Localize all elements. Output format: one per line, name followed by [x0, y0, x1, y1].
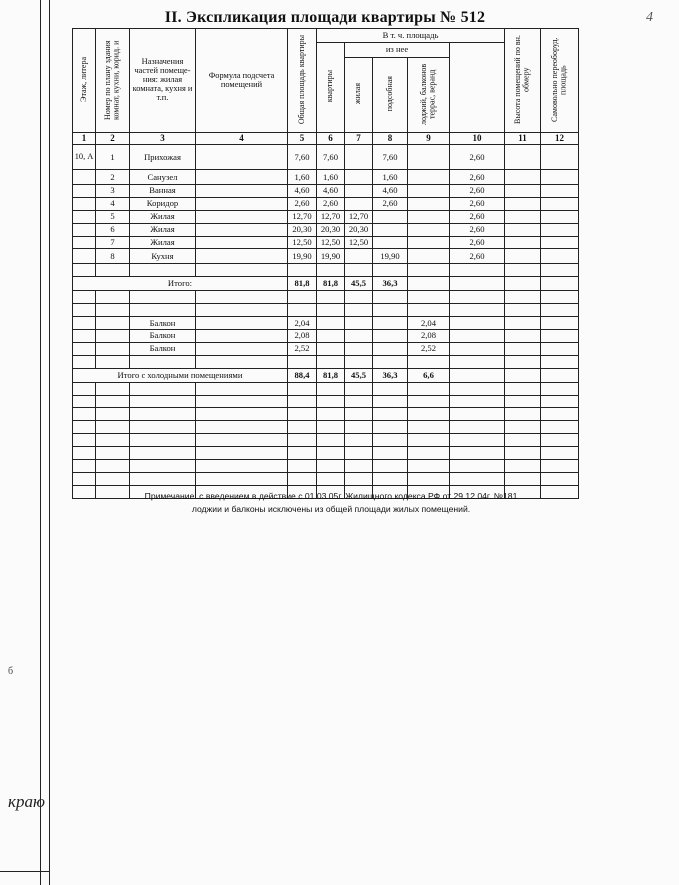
table-row-empty: [73, 395, 579, 408]
table-row: 8 Кухня 19,90 19,90 19,90 2,60: [73, 249, 579, 264]
table-row: 10, А 1 Прихожая 7,60 7,60 7,60 2,60: [73, 145, 579, 170]
balcony-row: Балкон 2,52 2,52: [73, 342, 579, 355]
header-living: жилая: [345, 58, 373, 133]
table-row-empty: [73, 460, 579, 473]
table-row-empty: [73, 355, 579, 368]
corner-mark: 4: [646, 10, 653, 25]
table-row-empty: [73, 382, 579, 395]
page-title: II. Экспликация площади квартиры № 512: [164, 9, 486, 26]
balcony-row: Балкон 2,08 2,08: [73, 330, 579, 343]
table-row: 7 Жилая 12,50 12,50 12,50 2,60: [73, 236, 579, 249]
header-formula: Формула подсчета помещений: [196, 29, 288, 133]
header-purpose: Назначения частей помеще- ния: жилая комната, кухня и т.п.: [130, 29, 196, 133]
table-row-empty: [73, 434, 579, 447]
side-mark: б: [8, 666, 14, 677]
table-row: 6 Жилая 20,30 20,30 20,30 2,60: [73, 223, 579, 236]
header-floor: Этаж, литера: [73, 29, 96, 133]
table-row: 5 Жилая 12,70 12,70 12,70 2,60: [73, 210, 579, 223]
table-row-empty: [73, 264, 579, 277]
bottom-rule: [0, 871, 50, 872]
footnote: [96, 490, 566, 517]
footnote-line-2: лоджии и балконы исключены из общей площади жилых помещений.: [191, 504, 471, 515]
table-row-empty: [73, 304, 579, 317]
total-row: Итого: 81,8 81,8 45,5 36,3: [73, 277, 579, 291]
table-row: 4 Коридор 2,60 2,60 2,60 2,60: [73, 197, 579, 210]
table-row-empty: [73, 447, 579, 460]
header-loggia: лоджий, балконов террас, веранд: [408, 58, 450, 133]
explication-table: [72, 28, 579, 499]
header-unauth: Самовольно переоборуд. площадь: [541, 29, 579, 133]
header-total: Общая площадь квартиры: [288, 29, 317, 133]
table-row: 3 Ванная 4,60 4,60 4,60 2,60: [73, 185, 579, 198]
table-row: 2 Санузел 1,60 1,60 1,60 2,60: [73, 170, 579, 185]
header-apartment: квартиры: [317, 43, 345, 133]
table-row-empty: [73, 472, 579, 485]
table-row-empty: [73, 421, 579, 434]
left-margin-line-2: [49, 0, 50, 885]
left-margin-line: [40, 0, 41, 885]
balcony-row: Балкон 2,04 2,04: [73, 317, 579, 330]
header-aux: подсобная: [373, 58, 408, 133]
header-of-which: из нее: [345, 43, 450, 58]
header-height: Высота помещений по вн. обмеру: [505, 29, 541, 133]
side-text: краю: [8, 792, 45, 811]
column-numbers-row: 1 2 3 4 5 6 7 8 9 10 11 12: [73, 133, 579, 145]
total-cold-row: Итого с холодными помещениями 88,4 81,8 45,5 36,3 6,6: [73, 368, 579, 382]
header-incl: В т. ч. площадь: [317, 29, 505, 43]
header-number: Номер по плану здания комнат, кухни, корид. и: [96, 29, 130, 133]
table-row-empty: [73, 408, 579, 421]
footnote-line-1: Примечание: с введением в действие с 01.03.05г. Жилищного кодекса РФ от 29.12.04г. №181: [144, 491, 518, 501]
table-row-empty: [73, 291, 579, 304]
